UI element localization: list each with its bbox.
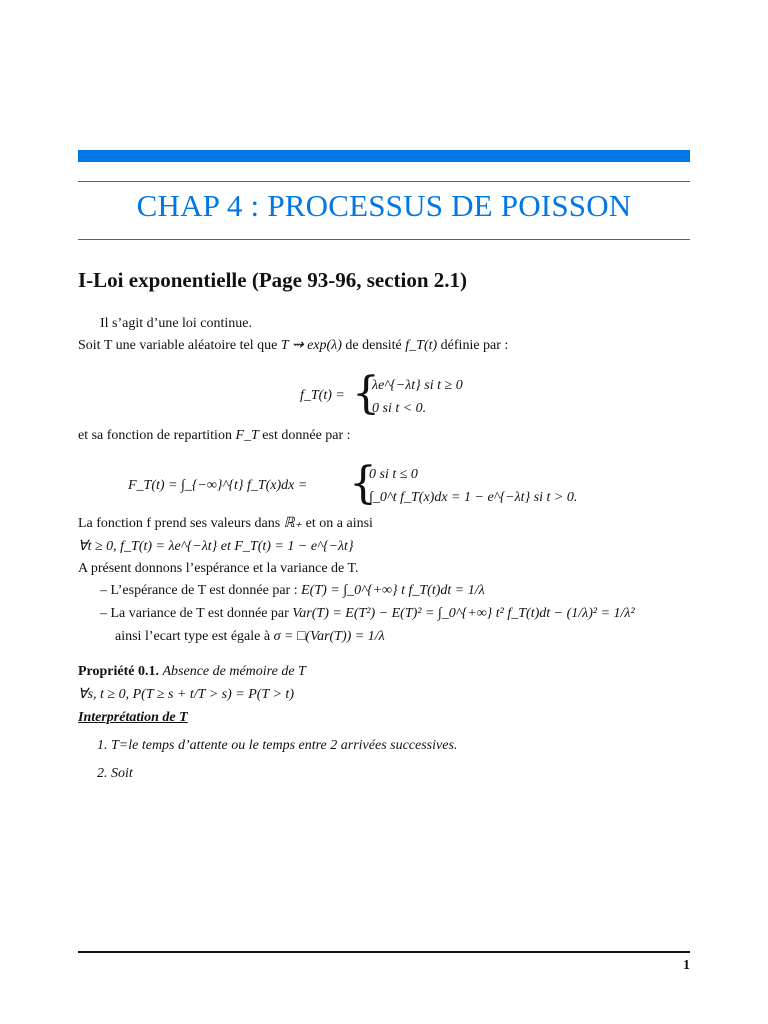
- bullet-text: L’espérance de T est donnée par :: [110, 583, 298, 598]
- math-segment: f_T(t): [405, 338, 438, 353]
- left-brace-icon: {: [349, 458, 377, 509]
- list-number: 1.: [97, 738, 108, 753]
- bullet-math: Var(T) = E(T²) − E(T)² = ∫_0^{+∞} t² f_T(t)dt − (1/λ)² = 1/λ²: [292, 606, 635, 621]
- property-name: Absence de mémoire de T: [162, 664, 306, 679]
- property-label: Propriété 0.1.: [78, 664, 159, 679]
- cdf-case-2: ∫_0^t f_T(x)dx = 1 − e^{−λt} si t > 0.: [369, 490, 578, 505]
- cdf-case-1: 0 si t ≤ 0: [369, 467, 418, 482]
- list-item: [97, 737, 457, 755]
- math-segment: T ⇝ exp(λ): [280, 338, 342, 353]
- values-line: [78, 515, 373, 533]
- list-text: Soit: [111, 766, 133, 781]
- variable-definition-line: [78, 337, 508, 355]
- text-segment: est donnée par :: [262, 428, 351, 443]
- text-segment: de densité: [345, 338, 402, 353]
- cdf-intro-line: [78, 427, 351, 445]
- bullet-expectation: [100, 582, 485, 600]
- density-case-2: 0 si t < 0.: [372, 401, 427, 416]
- list-text: T=le temps d’attente ou le temps entre 2 arrivées successives.: [111, 738, 458, 753]
- chapter-title: CHAP 4 : PROCESSUS DE POISSON: [136, 188, 632, 223]
- left-brace-icon: {: [352, 368, 380, 419]
- math-segment: F_T: [235, 428, 259, 443]
- math-segment: σ = □(Var(T)) = 1/λ: [273, 629, 385, 644]
- section-title: I-Loi exponentielle (Page 93-96, section 2.1): [78, 268, 468, 292]
- interpretation-heading: Interprétation de T: [78, 710, 188, 725]
- bullet-dash: –: [100, 606, 107, 621]
- bullet-variance: [100, 605, 635, 623]
- text-segment: définie par :: [440, 338, 509, 353]
- bullet-dash: –: [100, 583, 107, 598]
- property-statement: ∀s, t ≥ 0, P(T ≥ s + t/T > s) = P(T > t): [78, 687, 294, 702]
- intro-line: Il s’agit d’une loi continue.: [100, 316, 253, 331]
- density-lhs: f_T(t) =: [300, 388, 345, 403]
- title-rule-top: [78, 181, 690, 182]
- header-accent-bar: [78, 150, 690, 162]
- density-case-1: λe^{−λt} si t ≥ 0: [372, 378, 463, 393]
- property-heading: [78, 663, 306, 681]
- std-dev-line: [115, 628, 385, 646]
- expectation-intro-line: A présent donnons l’espérance et la variance de T.: [78, 561, 359, 576]
- text-segment: ainsi l’ecart type est égale à: [115, 629, 271, 644]
- forall-line: ∀t ≥ 0, f_T(t) = λe^{−λt} et F_T(t) = 1 − e^{−λt}: [78, 539, 354, 554]
- title-rule-bottom: [78, 239, 690, 240]
- cdf-lhs: F_T(t) = ∫_{−∞}^{t} f_T(x)dx =: [128, 478, 308, 493]
- text-segment: et sa fonction de repartition: [78, 428, 232, 443]
- text-segment: La fonction f prend ses valeurs dans: [78, 516, 281, 531]
- text-segment: Soit T une variable aléatoire tel que: [78, 338, 278, 353]
- footer-rule: [78, 951, 690, 953]
- page-number: 1: [683, 958, 690, 973]
- bullet-math: E(T) = ∫_0^{+∞} t f_T(t)dt = 1/λ: [301, 583, 485, 598]
- math-segment: ℝ₊: [283, 516, 303, 531]
- list-item: [97, 765, 133, 783]
- text-segment: et on a ainsi: [305, 516, 373, 531]
- bullet-text: La variance de T est donnée par: [110, 606, 289, 621]
- list-number: 2.: [97, 766, 108, 781]
